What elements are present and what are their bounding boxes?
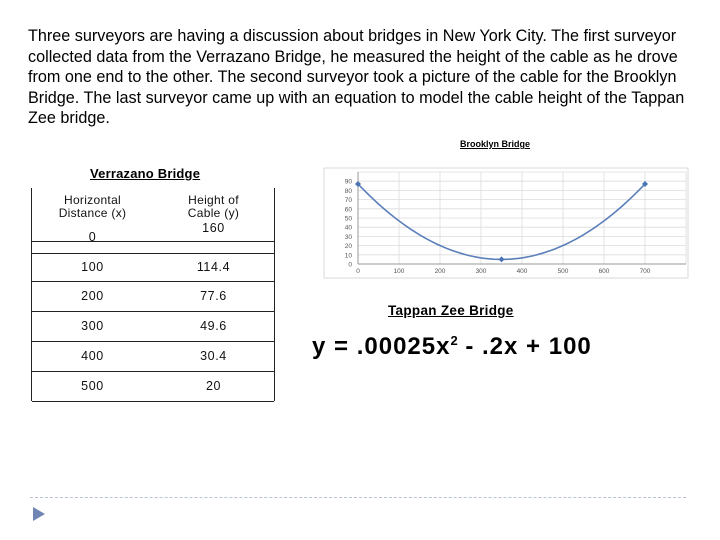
y-tick-label: 90 — [344, 178, 352, 186]
table-row — [32, 372, 274, 402]
x-tick-label: 500 — [557, 268, 569, 275]
cell-x: 0 — [88, 230, 97, 244]
equation-exponent: 2 — [450, 333, 458, 348]
brooklyn-title: Brooklyn Bridge — [460, 139, 531, 149]
triangle-bullet-icon — [33, 507, 45, 521]
data-point — [499, 256, 505, 262]
brooklyn-chart — [316, 166, 690, 282]
cell-y: 114.4 — [196, 260, 231, 274]
equation-rest: - .2x + 100 — [457, 333, 592, 360]
verrazano-title: Verrazano Bridge — [90, 166, 201, 181]
x-tick-label: 200 — [434, 268, 446, 275]
cell-y: 49.6 — [200, 319, 227, 333]
y-tick-label: 40 — [344, 224, 352, 232]
y-tick-label: 20 — [344, 243, 352, 251]
y-tick-label: 50 — [344, 215, 352, 223]
x-tick-label: 100 — [393, 268, 405, 275]
header-y: Height of Cable (y) — [187, 193, 240, 220]
cell-x: 100 — [81, 260, 104, 274]
y-tick-label: 0 — [348, 261, 352, 269]
table-row — [32, 254, 274, 282]
y-tick-label: 70 — [344, 197, 352, 205]
cell-x: 200 — [81, 289, 104, 303]
slide-divider — [30, 497, 686, 498]
x-tick-label: 400 — [516, 268, 528, 275]
table-row — [32, 282, 274, 312]
table-row — [32, 342, 274, 372]
cell-x: 500 — [81, 379, 104, 393]
x-tick-label: 300 — [475, 268, 487, 275]
intro-paragraph: Three surveyors are having a discussion about bridges in New York City. The first surveyor collected data from the Verrazano Bridge, he measured the height of the cable as he drove from one end to the other. The second surveyor took a picture of the cable for the Brooklyn Bridge. The last surveyor came up with an equation to model the cable height of the Tappan Zee bridge. — [28, 27, 685, 128]
tappan-title: Tappan Zee Bridge — [388, 303, 514, 318]
cell-x: 400 — [81, 349, 104, 363]
cell-y: 30.4 — [200, 349, 227, 363]
equation-main: y = .00025x — [312, 333, 451, 360]
table-row — [32, 312, 274, 342]
cell-x: 300 — [81, 319, 104, 333]
y-tick-label: 10 — [344, 252, 352, 260]
x-tick-label: 0 — [356, 268, 360, 275]
header-x: Horizontal Distance (x) — [58, 193, 127, 220]
plot-border — [324, 168, 688, 278]
y-tick-label: 60 — [344, 206, 352, 214]
series-line — [358, 184, 645, 259]
cell-y: 160 — [202, 221, 225, 235]
table-header-row — [32, 190, 274, 242]
cell-y: 77.6 — [200, 289, 227, 303]
y-tick-label: 30 — [344, 233, 352, 241]
x-tick-label: 600 — [598, 268, 610, 275]
y-tick-label: 80 — [344, 187, 352, 195]
cell-y: 20 — [205, 379, 222, 393]
x-tick-label: 700 — [639, 268, 651, 275]
verrazano-table — [31, 188, 275, 401]
tappan-equation — [312, 333, 592, 361]
